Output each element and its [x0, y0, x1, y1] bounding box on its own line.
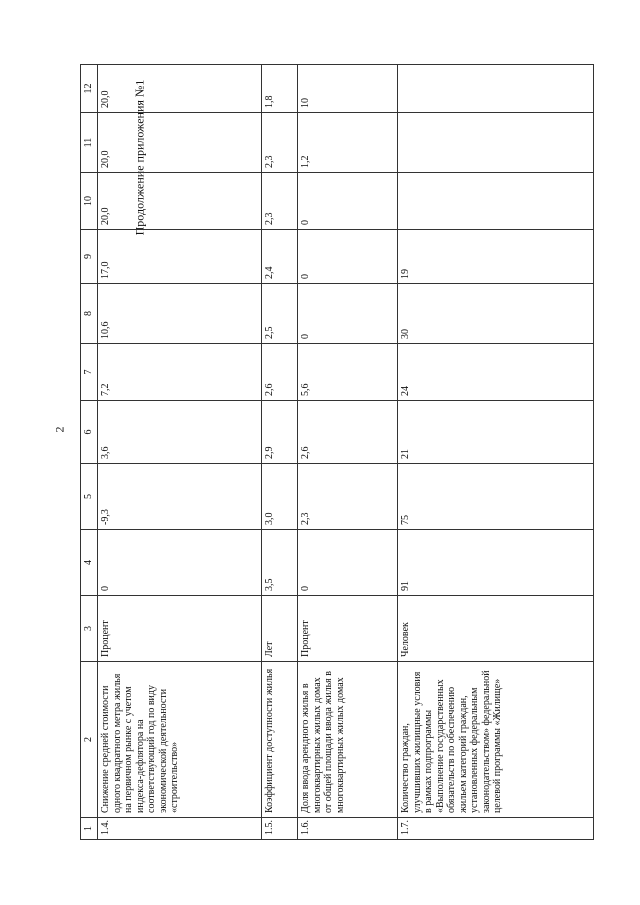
value-cell: 0 [298, 173, 398, 230]
row-number: 1.4. [98, 818, 262, 840]
value-cell: 3,0 [262, 464, 298, 530]
value-cell: 24 [398, 344, 594, 401]
header-cell: 1 [81, 818, 98, 840]
indicator-name: Количество граждан, улучшивших жилищные условия в рамках подпрограммы «Выполнение государственных обязательств по обеспечению жильем категорий граждан, установленных федеральным законодательством» федеральной целевой программы «Жилище» [398, 662, 594, 818]
row-number: 1.5. [262, 818, 298, 840]
header-cell: 11 [81, 113, 98, 173]
value-cell: 20,0 [98, 65, 262, 113]
value-cell: 0 [298, 530, 398, 596]
row-number: 1.7. [398, 818, 594, 840]
table-row [398, 65, 594, 840]
value-cell: 2,9 [262, 401, 298, 464]
indicator-name: Снижение средней стоимости одного квадратного метра жилья на первичном рынке с учетом индекса-дефлятора на соответствующий год по виду экономической деятельности «строительство» [98, 662, 262, 818]
unit-cell: Процент [298, 596, 398, 662]
value-cell: 5,6 [298, 344, 398, 401]
value-cell: 21 [398, 401, 594, 464]
value-cell: 0 [298, 230, 398, 284]
value-cell: 7,2 [98, 344, 262, 401]
value-cell: 3,6 [98, 401, 262, 464]
value-cell: 1,2 [298, 113, 398, 173]
value-cell: 2,6 [298, 401, 398, 464]
value-cell: 2,3 [262, 113, 298, 173]
indicator-table [80, 64, 594, 840]
page-number: 2 [52, 426, 67, 433]
value-cell: 10,6 [98, 284, 262, 344]
value-cell: 30 [398, 284, 594, 344]
value-cell: 2,3 [298, 464, 398, 530]
table-row [262, 65, 298, 840]
value-cell: 20,0 [98, 173, 262, 230]
row-number: 1.6. [298, 818, 398, 840]
value-cell: 10 [298, 65, 398, 113]
header-cell: 3 [81, 596, 98, 662]
value-cell: 75 [398, 464, 594, 530]
value-cell: 2,5 [262, 284, 298, 344]
value-cell: 3,5 [262, 530, 298, 596]
value-cell: -9,3 [98, 464, 262, 530]
value-cell [398, 113, 594, 173]
value-cell: 2,4 [262, 230, 298, 284]
header-cell: 4 [81, 530, 98, 596]
table-row [298, 65, 398, 840]
header-cell: 9 [81, 230, 98, 284]
value-cell: 19 [398, 230, 594, 284]
value-cell: 2,3 [262, 173, 298, 230]
unit-cell: Человек [398, 596, 594, 662]
header-cell: 12 [81, 65, 98, 113]
header-row [81, 65, 98, 840]
header-cell: 2 [81, 662, 98, 818]
value-cell: 0 [298, 284, 398, 344]
value-cell: 17,0 [98, 230, 262, 284]
value-cell: 91 [398, 530, 594, 596]
table-row [98, 65, 262, 840]
value-cell [398, 173, 594, 230]
header-cell: 6 [81, 401, 98, 464]
continuation-title: Продолжение приложения №1 [132, 79, 147, 236]
rotated-table-container [80, 65, 600, 840]
value-cell: 1,8 [262, 65, 298, 113]
value-cell: 20,0 [98, 113, 262, 173]
unit-cell: Лет [262, 596, 298, 662]
value-cell [398, 65, 594, 113]
value-cell: 0 [98, 530, 262, 596]
value-cell: 2,6 [262, 344, 298, 401]
unit-cell: Процент [98, 596, 262, 662]
indicator-name: Коэффициент доступности жилья [262, 662, 298, 818]
header-cell: 8 [81, 284, 98, 344]
header-cell: 10 [81, 173, 98, 230]
header-cell: 5 [81, 464, 98, 530]
indicator-name: Доля ввода арендного жилья в многоквартирных жилых домах от общей площади ввода жилья в многоквартирных жилых домах [298, 662, 398, 818]
header-cell: 7 [81, 344, 98, 401]
